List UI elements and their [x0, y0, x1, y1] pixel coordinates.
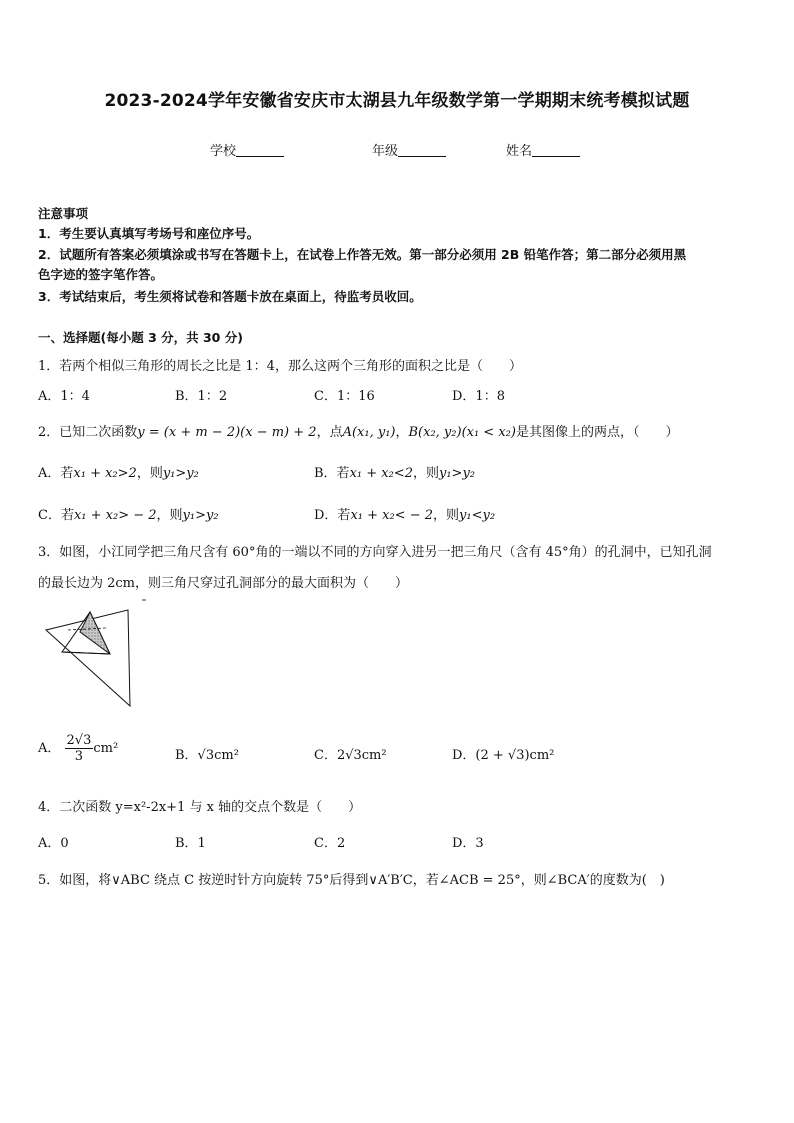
option-condition: x₁ + x₂>2 [73, 466, 137, 481]
q2-point-b: B(x₂, y₂) [408, 425, 462, 440]
grade-field [372, 140, 446, 159]
q2-option-b [314, 462, 475, 481]
school-blank [236, 143, 284, 157]
grade-blank [398, 143, 446, 157]
option-label: D．若 [314, 508, 351, 523]
option-fraction [65, 733, 94, 764]
q2-sep: ， [395, 425, 409, 440]
notes-heading: 注意事项 [38, 206, 89, 221]
q2-point-a: A(x₁, y₁) [342, 425, 396, 440]
name-field [506, 140, 580, 159]
q2-stem [38, 421, 678, 440]
q2-option-a [38, 462, 199, 481]
q1-option-b: B．1：2 [175, 389, 228, 404]
q2-condition: (x₁ < x₂) [461, 425, 516, 440]
option-unit: cm² [93, 741, 119, 756]
q3-option-d: D．(2 + √3)cm² [452, 748, 555, 763]
school-field [210, 140, 284, 159]
exam-title: 2023-2024学年安徽省安庆市太湖县九年级数学第一学期期末统考模拟试题 [104, 91, 690, 111]
edge-line [62, 652, 110, 654]
option-result: y₁>y₂ [162, 466, 199, 481]
notes-item: 3．考试结束后，考生须将试卷和答题卡放在桌面上，待监考员收回。 [38, 289, 422, 304]
q3-option-a [38, 733, 118, 764]
q2-option-c [38, 504, 219, 523]
q1-stem: 1．若两个相似三角形的周长之比是 1：4，那么这两个三角形的面积之比是（ ） [38, 359, 522, 374]
option-result: y₁>y₂ [439, 466, 476, 481]
option-condition: x₁ + x₂> − 2 [73, 508, 157, 523]
q1-option-a: A．1：4 [38, 389, 90, 404]
q3-option-b: B．√3cm² [175, 748, 239, 763]
q2-stem-mid: ，点 [316, 425, 343, 440]
q2-option-d [314, 504, 495, 523]
q2-stem-post: 是其图像上的两点，（ ） [515, 425, 679, 440]
q1-option-c: C．1：16 [314, 389, 375, 404]
q2-stem-pre: 2．已知二次函数 [38, 425, 138, 440]
option-label: A． [38, 741, 61, 756]
name-blank [532, 143, 580, 157]
q4-option-d: D．3 [452, 836, 484, 851]
option-then: ，则 [433, 508, 460, 523]
section-heading: 一、选择题(每小题 3 分，共 30 分) [38, 330, 243, 345]
option-then: ，则 [136, 466, 163, 481]
q3-option-c: C．2√3cm² [314, 748, 387, 763]
q4-option-b: B．1 [175, 836, 206, 851]
name-label: 姓名 [506, 144, 533, 159]
option-then: ，则 [156, 508, 183, 523]
q4-option-a: A．0 [38, 836, 69, 851]
q3-stem-line2: 的最长边为 2cm，则三角尺穿过孔洞部分的最大面积为（ ） [38, 576, 409, 591]
fraction-denominator: 3 [74, 749, 84, 764]
option-label: B．若 [314, 466, 350, 481]
q5-stem: 5．如图，将∨ABC 绕点 C 按逆时针方向旋转 75°后得到∨A′B′C，若∠ACB = 25°，则∠BCA′的度数为( ) [38, 873, 665, 888]
q2-function: y = (x + m − 2)(x − m) + 2 [137, 425, 317, 440]
option-condition: x₁ + x₂< − 2 [350, 508, 434, 523]
q4-option-c: C．2 [314, 836, 346, 851]
q1-option-d: D．1：8 [452, 389, 505, 404]
school-label: 学校 [210, 144, 237, 159]
option-then: ，则 [412, 466, 439, 481]
option-condition: x₁ + x₂<2 [349, 466, 413, 481]
option-label: A．若 [38, 466, 74, 481]
q3-stem-line1: 3．如图，小江同学把三角尺含有 60°角的一端以不同的方向穿入进另一把三角尺（含有 45°角）的孔洞中，已知孔洞 [38, 545, 712, 560]
notes-item: 1．考生要认真填写考场号和座位序号。 [38, 226, 260, 241]
notes-item: 2．试题所有答案必须填涂或书写在答题卡上，在试卷上作答无效。第一部分必须用 2B 铅笔作答；第二部分必须用黑 [38, 247, 687, 262]
option-result: y₁>y₂ [182, 508, 219, 523]
q3-figure-triangles [40, 596, 160, 708]
q4-stem: 4．二次函数 y=x²-2x+1 与 x 轴的交点个数是（ ） [38, 800, 362, 815]
grade-label: 年级 [372, 144, 399, 159]
option-label: C．若 [38, 508, 74, 523]
fraction-numerator: 2√3 [66, 733, 92, 748]
notes-item: 色字迹的签字笔作答。 [38, 267, 164, 282]
option-result: y₁<y₂ [459, 508, 496, 523]
